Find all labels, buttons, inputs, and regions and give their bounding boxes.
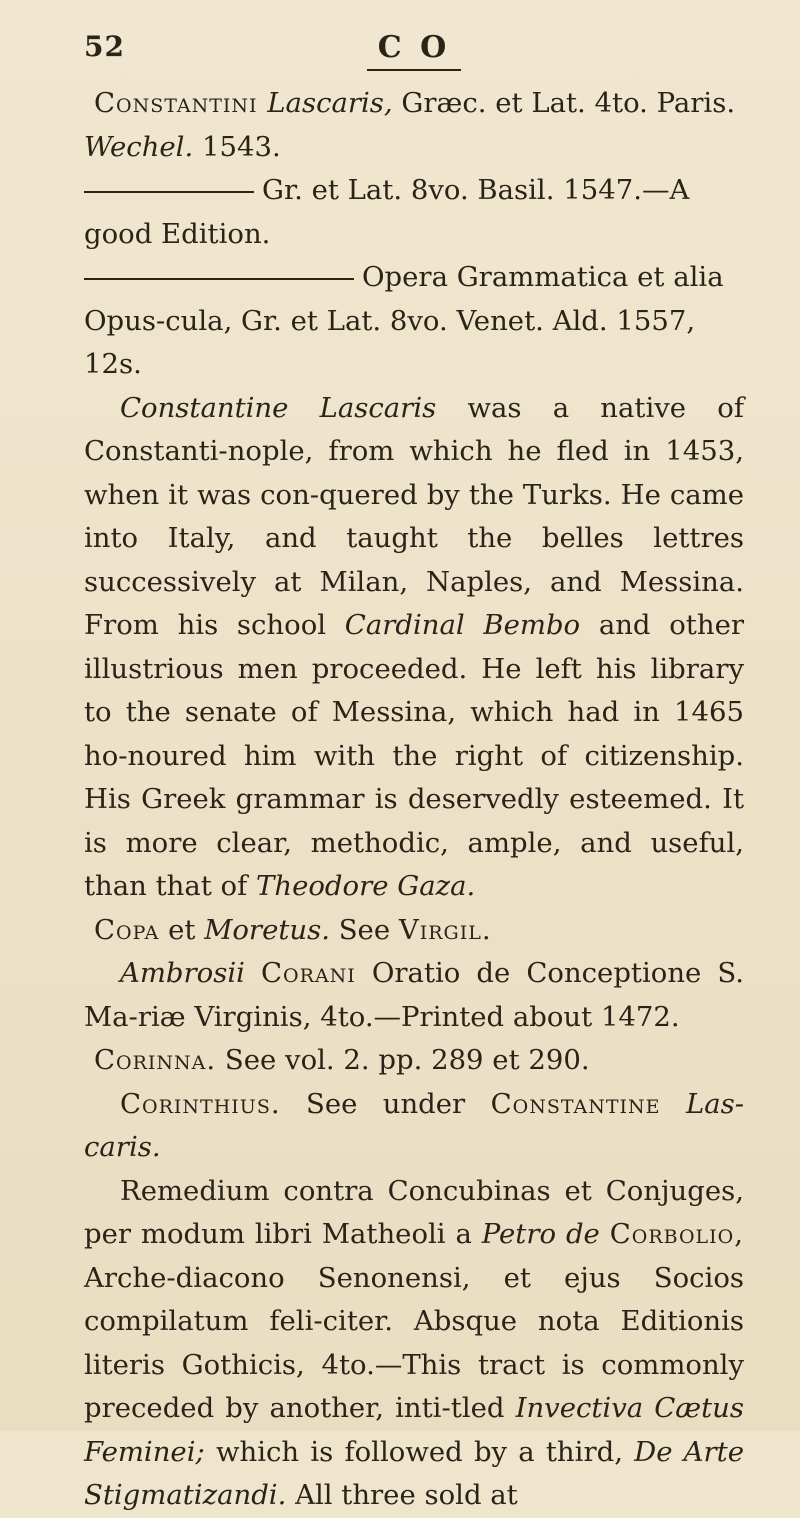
ditto-rule	[84, 278, 354, 280]
entry-constantini-basil	[84, 169, 744, 256]
entry-text: See vol. 2. pp. 289 et 290.	[216, 1044, 590, 1076]
subject-name: Constantine Lascaris	[120, 391, 437, 424]
entry-text: 1543.	[193, 130, 281, 163]
entry-corinna	[84, 1039, 744, 1083]
author-name: Corinthius.	[120, 1087, 281, 1120]
entry-text: and other illustrious men proceeded. He left his library to the senate of Messina, which had in 1465 ho-noured him with the right of citizenship. His Greek grammar is deservedly esteemed. It is more clear, methodic, ample, and useful, than that of	[84, 609, 744, 902]
entry-remedium	[84, 1170, 744, 1518]
catalogue-entries	[84, 82, 744, 1518]
work-title: De Arte Stigmatizandi.	[84, 1435, 744, 1511]
entry-text: All three sold at	[286, 1479, 518, 1511]
author-name: Corbolio,	[609, 1218, 744, 1250]
author-forename: Petro de	[481, 1218, 600, 1250]
entry-corinthius	[84, 1083, 744, 1170]
entry-text	[600, 1218, 610, 1250]
entry-corani	[84, 952, 744, 1039]
entry-text: See under	[280, 1087, 491, 1120]
entry-text	[245, 957, 261, 989]
page-number: 52	[84, 30, 125, 63]
entry-text: See	[329, 913, 399, 946]
heading-rule	[367, 69, 461, 71]
entry-text: Græc. et Lat. 4to. Paris.	[392, 87, 736, 119]
section-heading	[367, 30, 461, 71]
ditto-rule	[84, 191, 254, 193]
entry-text: Gr. et Lat. 8vo. Basil. 1547.—A good Edition.	[84, 174, 690, 250]
running-head	[84, 30, 744, 82]
entry-constantine-biography	[84, 387, 744, 909]
author-name: Moretus.	[204, 913, 330, 946]
entry-text: et	[159, 913, 205, 946]
author-forename: Ambrosii	[120, 957, 245, 989]
work-title: Invectiva Cætus Feminei;	[84, 1392, 744, 1468]
printer-name: Wechel.	[84, 130, 194, 163]
entry-text	[661, 1088, 686, 1120]
entry-text: Oratio de Conceptione S. Ma-riæ Virginis, 4to.—Printed about 1472.	[84, 957, 744, 1033]
subject-name: Cardinal Bembo	[344, 609, 581, 641]
cross-reference: Constantine	[490, 1087, 661, 1120]
section-letters: C O	[377, 30, 451, 65]
cross-reference: Las-caris.	[84, 1087, 744, 1163]
entry-text: which is followed by a third,	[204, 1435, 635, 1468]
author-surname: Lascaris,	[267, 87, 393, 119]
entry-text: Arche-diacono Senonensi, et ejus Socios compilatum feli-citer. Absque nota Editionis literis Gothicis, 4to.—This tract is commonly preceded by another, inti-tled	[84, 1261, 744, 1424]
entry-text: Remedium contra Concubinas et Conjuges, per modum libri Matheoli a	[84, 1174, 744, 1250]
entry-text: was a native of Constanti-nople, from which he fled in 1453, when it was con-quered by the Turks. He came into Italy, and taught the belles lettres successively at Milan, Naples, and Messina. From his school	[84, 391, 745, 641]
author-name: Constantini	[94, 87, 268, 119]
author-name: Copa	[94, 913, 160, 946]
entry-copa	[84, 909, 744, 953]
entry-constantini-opera	[84, 256, 744, 387]
cross-reference: Virgil.	[398, 913, 492, 946]
author-name: Corani	[261, 957, 356, 989]
entry-text: Opera Grammatica et alia Opus-cula, Gr. et Lat. 8vo. Venet. Ald. 1557, 12s.	[84, 261, 724, 380]
entry-constantini-lascaris	[84, 82, 744, 169]
subject-name: Theodore Gaza.	[256, 870, 476, 902]
author-name: Corinna.	[94, 1044, 217, 1076]
